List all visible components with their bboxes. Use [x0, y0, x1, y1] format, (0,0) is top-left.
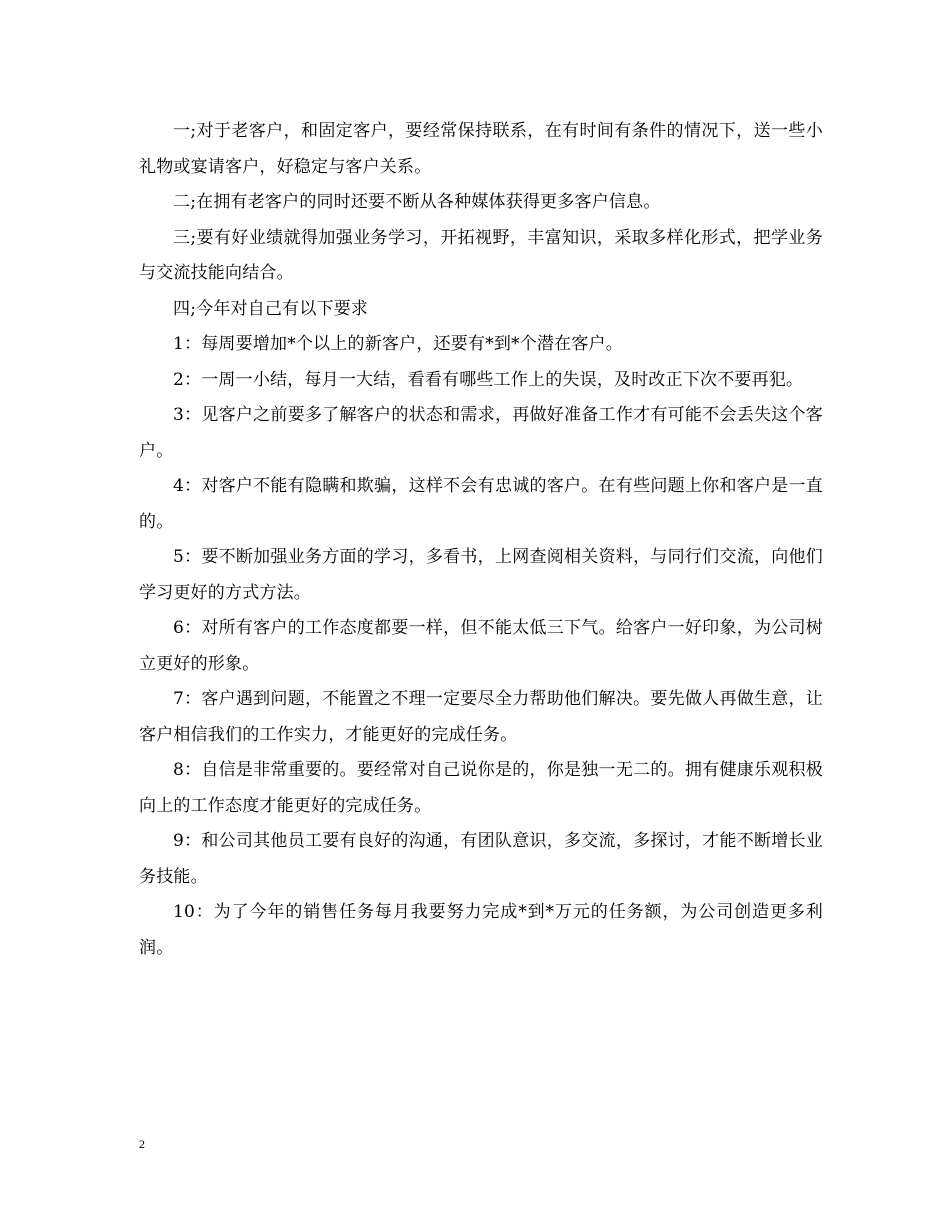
list-item-9: 9：和公司其他员工要有良好的沟通，有团队意识，多交流，多探讨，才能不断增长业务技能。 — [139, 831, 823, 887]
list-item-1: 1：每周要增加*个以上的新客户，还要有*到*个潜在客户。 — [173, 334, 623, 354]
paragraph-4: 四;今年对自己有以下要求 — [173, 298, 369, 319]
page-number: 2 — [139, 1137, 145, 1151]
paragraph-2: 二;在拥有老客户的同时还要不断从各种媒体获得更多客户信息。 — [173, 192, 661, 212]
list-item-8: 8：自信是非常重要的。要经常对自己说你是的，你是独一无二的。拥有健康乐观积极向上的工作态度才能更好的完成任务。 — [139, 760, 823, 816]
document-body — [139, 114, 823, 966]
list-item-10: 10：为了今年的销售任务每月我要努力完成*到*万元的任务额，为公司创造更多利润。 — [139, 902, 823, 958]
list-item-7: 7：客户遇到问题，不能置之不理一定要尽全力帮助他们解决。要先做人再做生意，让客户相信我们的工作实力，才能更好的完成任务。 — [139, 689, 823, 745]
paragraph-3: 三;要有好业绩就得加强业务学习，开拓视野，丰富知识，采取多样化形式，把学业务与交流技能向结合。 — [139, 227, 823, 283]
list-item-3: 3：见客户之前要多了解客户的状态和需求，再做好准备工作才有可能不会丢失这个客户。 — [139, 405, 823, 461]
list-item-2: 2：一周一小结，每月一大结，看看有哪些工作上的失误，及时改正下次不要再犯。 — [173, 369, 804, 390]
list-item-4: 4：对客户不能有隐瞒和欺骗，这样不会有忠诚的客户。在有些问题上你和客户是一直的。 — [139, 476, 823, 532]
list-item-5: 5：要不断加强业务方面的学习，多看书，上网查阅相关资料，与同行们交流，向他们学习更好的方式方法。 — [139, 547, 823, 603]
paragraph-1: 一;对于老客户，和固定客户，要经常保持联系，在有时间有条件的情况下，送一些小礼物或宴请客户，好稳定与客户关系。 — [139, 121, 823, 177]
list-item-6: 6：对所有客户的工作态度都要一样，但不能太低三下气。给客户一好印象，为公司树立更好的形象。 — [139, 618, 823, 674]
